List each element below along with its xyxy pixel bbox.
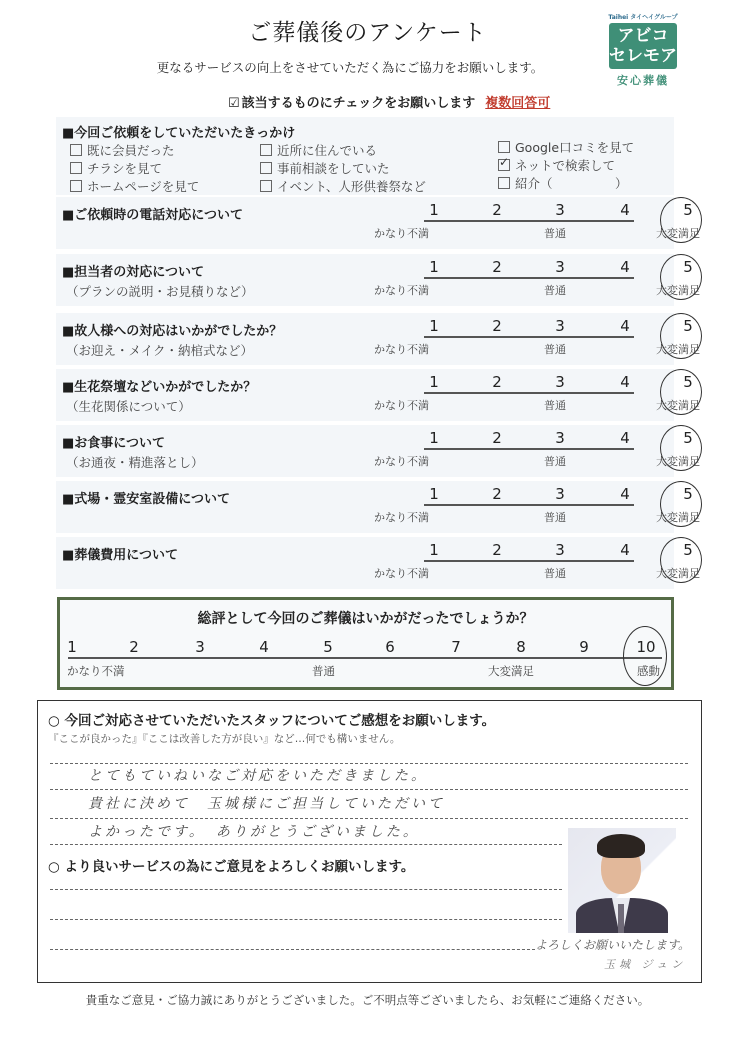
score-1[interactable]: 1 (429, 373, 439, 391)
label-mid: 普通 (544, 399, 566, 412)
footer-thanks: 貴重なご意見・ご協力誠にありがとうございました。ご不明点等ございましたら、お気軽にご連絡ください。 (85, 993, 650, 1007)
rating-section (56, 537, 700, 589)
section-subheading: （お通夜・精進落とし） (66, 455, 204, 470)
option-google-reviews[interactable]: Google口コミを見て (498, 138, 634, 156)
score-4[interactable]: 4 (620, 201, 630, 219)
selected-circle-mark (660, 537, 702, 583)
staff-feedback-note: 『ここが良かった』『ここは改善した方が良い』など…何でも構いません。 (48, 733, 401, 745)
checkbox[interactable] (70, 180, 82, 192)
checkbox[interactable] (498, 141, 510, 153)
scale-line (68, 657, 662, 659)
rating-scale (366, 429, 711, 471)
score-4[interactable]: 4 (620, 317, 630, 335)
label-high: 大変満足 (656, 284, 700, 297)
score-6[interactable]: 6 (385, 638, 395, 656)
section-heading: ■お食事について (62, 436, 166, 451)
page-title: ご葬儀後のアンケート (248, 20, 487, 46)
option-existing-member[interactable]: 既に会員だった (70, 141, 175, 159)
section-subheading: （お迎え・メイク・納棺式など） (66, 343, 254, 358)
company-logo (598, 12, 688, 97)
option-referral[interactable]: 紹介（ ） (498, 174, 628, 192)
checkbox-icon: ☑ (228, 96, 240, 111)
selected-circle-mark (660, 369, 702, 415)
selected-circle-mark (623, 626, 667, 686)
label-low: かなり不満 (374, 343, 429, 356)
score-4[interactable]: 4 (620, 485, 630, 503)
handwritten-line-3[interactable]: よかったです。 ありがとうございました。 (88, 824, 420, 840)
scale-line (424, 504, 634, 506)
label-high: 大変満足 (656, 399, 700, 412)
score-3[interactable]: 3 (555, 317, 565, 335)
label-low: かなり不満 (374, 399, 429, 412)
rating-scale (366, 485, 711, 527)
score-2[interactable]: 2 (492, 485, 502, 503)
score-5[interactable]: 5 (683, 373, 693, 391)
score-2[interactable]: 2 (492, 317, 502, 335)
score-1[interactable]: 1 (429, 429, 439, 447)
answer-line (50, 919, 562, 920)
score-5[interactable]: 5 (683, 258, 693, 276)
label-mid: 普通 (544, 511, 566, 524)
score-3[interactable]: 3 (555, 373, 565, 391)
rating-section (56, 481, 700, 533)
rating-scale (366, 317, 711, 359)
scale-line (424, 560, 634, 562)
staff-name: 玉城 ジュン (604, 958, 687, 971)
group-name: Taihei タイヘイグループ (608, 14, 678, 21)
label-high: 大変満足 (656, 455, 700, 468)
score-5[interactable]: 5 (683, 485, 693, 503)
score-1[interactable]: 1 (67, 638, 77, 656)
score-3[interactable]: 3 (555, 258, 565, 276)
score-3[interactable]: 3 (555, 541, 565, 559)
label-low: かなり不満 (374, 567, 429, 580)
checkbox[interactable] (260, 180, 272, 192)
score-8[interactable]: 8 (516, 638, 526, 656)
section-heading: ■式場・霊安室設備について (62, 492, 231, 507)
checkbox[interactable] (260, 162, 272, 174)
option-nearby[interactable]: 近所に住んでいる (260, 141, 377, 159)
section-subheading: （プランの説明・お見積りなど） (66, 284, 254, 299)
section-heading: ■担当者の対応について (62, 265, 205, 280)
section-heading: ■ご依頼時の電話対応について (62, 208, 244, 223)
scale-line (424, 448, 634, 450)
label-mid: 普通 (544, 227, 566, 240)
label-mid: 普通 (544, 284, 566, 297)
scale-line (424, 277, 634, 279)
score-2[interactable]: 2 (129, 638, 139, 656)
page-subtitle: 更なるサービスの向上をさせていただく為にご協力をお願いします。 (156, 60, 544, 75)
score-2[interactable]: 2 (492, 258, 502, 276)
selected-circle-mark (660, 313, 702, 359)
instruction-text: 該当するものにチェックをお願いします (241, 96, 476, 111)
multiple-answers-note: 複数回答可 (485, 96, 551, 111)
rating-section (56, 369, 700, 421)
score-5[interactable]: 5 (323, 638, 333, 656)
score-1[interactable]: 1 (429, 258, 439, 276)
answer-line (50, 818, 688, 819)
label-high: 大変満足 (656, 343, 700, 356)
answer-line (50, 949, 535, 950)
rating-section (56, 313, 700, 365)
answer-line (50, 763, 688, 764)
score-5[interactable]: 5 (683, 317, 693, 335)
option-flyer[interactable]: チラシを見て (70, 159, 162, 177)
score-5[interactable]: 5 (683, 201, 693, 219)
selected-circle-mark (660, 481, 702, 527)
hair (597, 834, 645, 858)
selected-circle-mark (660, 254, 702, 300)
scale-line (424, 392, 634, 394)
handwritten-line-1[interactable]: とてもていねいなご対応をいただきました。 (88, 768, 428, 784)
rating-scale (366, 541, 711, 583)
staff-photo (568, 828, 676, 933)
label-high: 大変満足 (488, 664, 534, 678)
section-trigger (56, 117, 674, 195)
checkbox[interactable] (260, 144, 272, 156)
label-mid: 普通 (544, 343, 566, 356)
score-4[interactable]: 4 (620, 541, 630, 559)
score-2[interactable]: 2 (492, 201, 502, 219)
label-high: 大変満足 (656, 567, 700, 580)
label-mid: 普通 (312, 664, 335, 678)
label-mid: 普通 (544, 455, 566, 468)
label-moved: 感動 (637, 664, 660, 678)
scale-line (424, 220, 634, 222)
section-heading: ■葬儀費用について (62, 548, 179, 563)
score-1[interactable]: 1 (429, 201, 439, 219)
rating-scale (366, 258, 711, 300)
score-4[interactable]: 4 (620, 429, 630, 447)
selected-circle-mark (660, 197, 702, 243)
instruction (228, 92, 550, 111)
answer-line (50, 844, 562, 845)
score-1[interactable]: 1 (429, 541, 439, 559)
rating-scale (366, 201, 711, 243)
logo-line-1: アビコ (617, 26, 669, 46)
rating-scale (366, 373, 711, 415)
score-4[interactable]: 4 (259, 638, 269, 656)
rating-section (56, 197, 700, 249)
score-3[interactable]: 3 (555, 201, 565, 219)
staff-feedback-heading: ○ 今回ご対応させていただいたスタッフについてご感想をお願いします。 (48, 713, 496, 729)
score-2[interactable]: 2 (492, 373, 502, 391)
option-event[interactable]: イベント、人形供養祭など (260, 177, 426, 195)
section-heading: ■今回ご依頼をしていただいたきっかけ (62, 126, 296, 141)
label-high: 大変満足 (656, 227, 700, 240)
score-10[interactable]: 10 (636, 638, 656, 656)
score-2[interactable]: 2 (492, 541, 502, 559)
score-5[interactable]: 5 (683, 429, 693, 447)
score-9[interactable]: 9 (579, 638, 589, 656)
score-5[interactable]: 5 (683, 541, 693, 559)
handwritten-line-2[interactable]: 貴社に決めて 玉城様にご担当していただいて (88, 796, 445, 812)
rating-section (56, 425, 700, 477)
section-heading: ■故人様への対応はいかがでしたか？ (62, 324, 283, 339)
answer-line (50, 789, 688, 790)
section-subheading: （生花関係について） (66, 399, 191, 414)
label-low: かなり不満 (374, 227, 429, 240)
checkbox[interactable] (70, 144, 82, 156)
selected-circle-mark (660, 425, 702, 471)
service-feedback-heading: ○ より良いサービスの為にご意見をよろしくお願いします。 (48, 859, 415, 875)
score-4[interactable]: 4 (620, 258, 630, 276)
tie (618, 904, 624, 933)
rating-section (56, 254, 700, 306)
score-4[interactable]: 4 (620, 373, 630, 391)
overall-rating (57, 597, 674, 690)
scale-line (424, 336, 634, 338)
score-1[interactable]: 1 (429, 317, 439, 335)
label-low: かなり不満 (374, 455, 429, 468)
score-7[interactable]: 7 (451, 638, 461, 656)
option-prior-consultation[interactable]: 事前相談をしていた (260, 159, 390, 177)
label-high: 大変満足 (656, 511, 700, 524)
label-low: かなり不満 (374, 511, 429, 524)
label-low: かなり不満 (67, 664, 125, 678)
logo-mark (609, 23, 677, 69)
score-3[interactable]: 3 (555, 429, 565, 447)
score-3[interactable]: 3 (195, 638, 205, 656)
overall-question: 総評として今回のご葬儀はいかがだったでしょうか？ (197, 611, 534, 627)
staff-message: よろしくお願いいたします。 (535, 938, 691, 952)
option-homepage[interactable]: ホームページを見て (70, 177, 199, 195)
option-web-search[interactable]: ✓ネットで検索して (498, 156, 615, 174)
logo-tagline: 安心葬儀 (617, 74, 669, 87)
score-3[interactable]: 3 (555, 485, 565, 503)
logo-line-2: セレモア (609, 46, 677, 66)
score-2[interactable]: 2 (492, 429, 502, 447)
checkbox-checked[interactable] (498, 159, 510, 171)
label-mid: 普通 (544, 567, 566, 580)
score-1[interactable]: 1 (429, 485, 439, 503)
checkbox[interactable] (70, 162, 82, 174)
answer-line (50, 889, 562, 890)
section-heading: ■生花祭壇などいかがでしたか？ (62, 380, 257, 395)
checkbox[interactable] (498, 177, 510, 189)
label-low: かなり不満 (374, 284, 429, 297)
